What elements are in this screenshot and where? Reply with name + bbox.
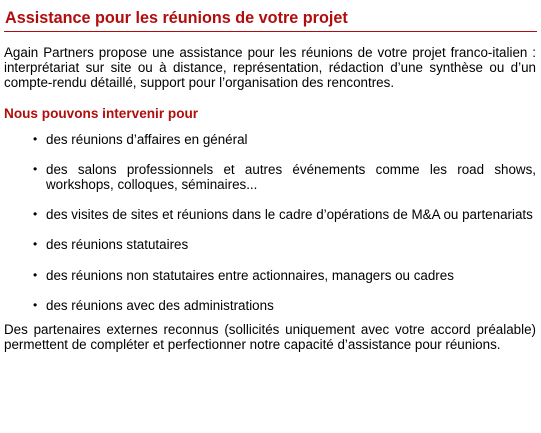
list-item-text: des salons professionnels et autres événements comme les road shows, workshops, colloques, séminaires... — [46, 161, 536, 193]
list-item — [4, 132, 536, 147]
section-subheading: Nous pouvons intervenir pour — [4, 105, 199, 121]
list-item-text: des réunions statutaires — [46, 237, 189, 253]
bullet-icon: • — [33, 131, 38, 146]
list-item-text: des réunions d’affaires en général — [46, 131, 248, 147]
list-item — [4, 207, 536, 222]
bullet-icon: • — [33, 297, 38, 312]
list-item — [4, 298, 536, 313]
bullet-icon: • — [33, 237, 38, 252]
bullet-icon: • — [33, 207, 38, 222]
intro-paragraph: Again Partners propose une assistance pour les réunions de votre projet franco-italien : interprétariat sur site ou à distance, représentation, rédaction d’une synthèse ou d’un compte-rendu détaillé, support pour l’organisation des rencontres. — [4, 45, 536, 91]
list-item — [4, 268, 536, 283]
closing-paragraph: Des partenaires externes reconnus (sollicités uniquement avec votre accord préalable) permettent de compléter et perfectionner notre capacité d’assistance pour réunions. — [4, 322, 536, 353]
list-item — [4, 162, 536, 192]
bullet-icon: • — [33, 267, 38, 282]
list-item — [4, 237, 536, 252]
page-title: Assistance pour les réunions de votre projet — [4, 0, 537, 32]
services-list — [4, 132, 537, 313]
list-item-text: des réunions non statutaires entre actionnaires, managers ou cadres — [46, 267, 454, 283]
list-item-text: des réunions avec des administrations — [46, 297, 274, 313]
bullet-icon: • — [33, 161, 38, 176]
list-item-text: des visites de sites et réunions dans le cadre d’opérations de M&A ou partenariats — [46, 207, 533, 223]
